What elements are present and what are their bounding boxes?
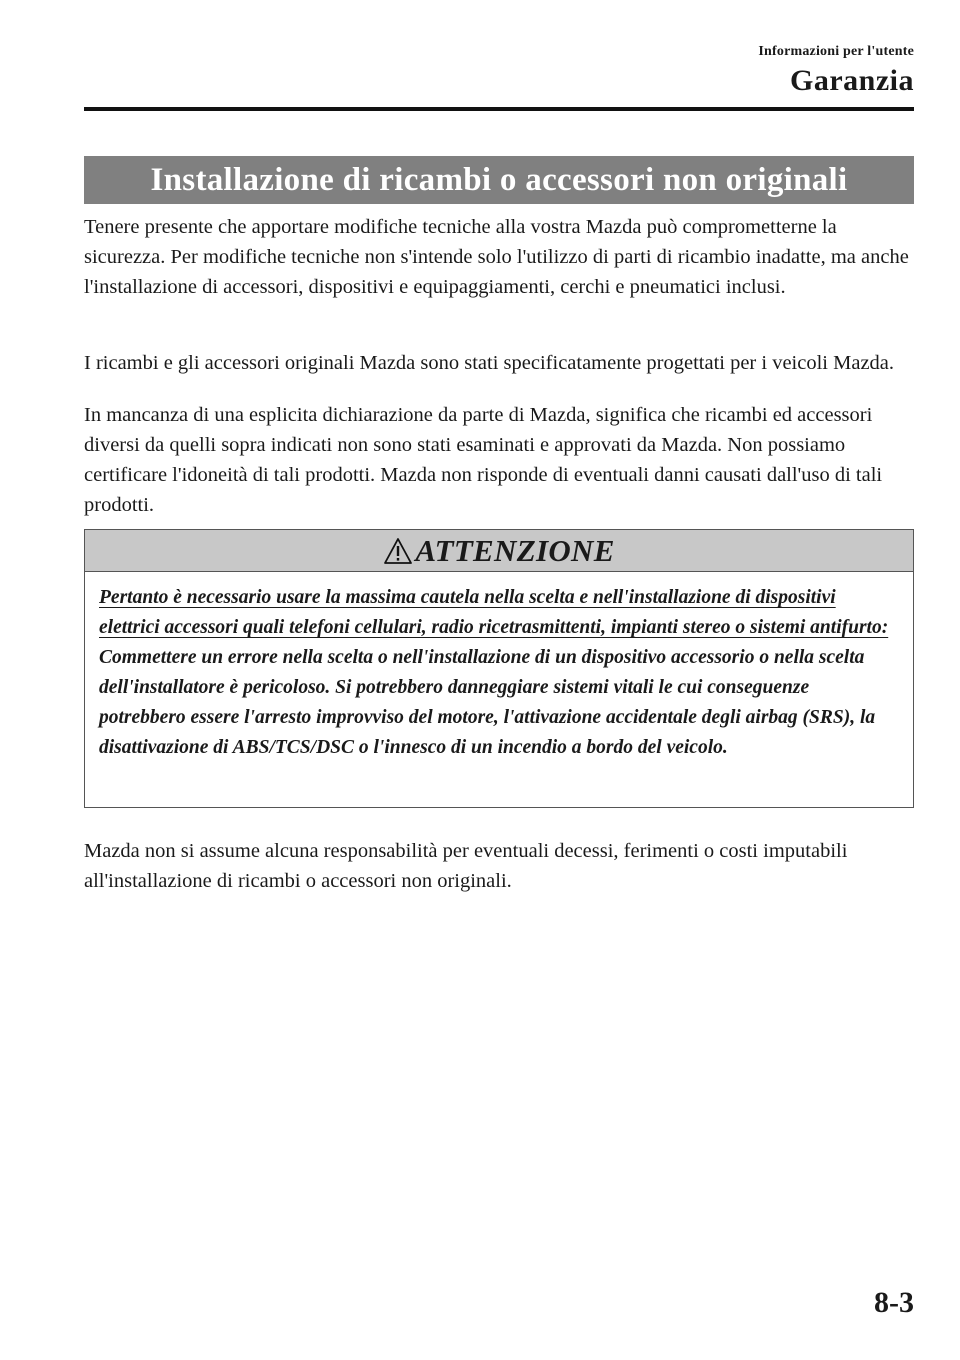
body-paragraph: In mancanza di una esplicita dichiarazione da parte di Mazda, significa che ricambi ed accessori diversi da quelli sopra indicati non sono stati esaminati e approvati da Mazda. Non possiamo certificare l'idoneità di tali prodotti. Mazda non risponde di eventuali danni causati dall'uso di tali prodotti. — [84, 404, 883, 516]
running-header-chapter: Garanzia — [790, 64, 914, 97]
warning-triangle-icon — [383, 537, 413, 565]
running-header-section: Informazioni per l'utente — [758, 44, 914, 59]
warning-underlined-text: Pertanto è necessario usare la massima cautela nella scelta e nell'installazione di dispositivi elettrici accessori quali telefoni cellulari, radio ricetrasmittenti, impianti stereo o sistemi antifurto: — [99, 587, 889, 638]
body-paragraph: Mazda non si assume alcuna responsabilità per eventuali decessi, ferimenti o costi imputabili all'installazione di ricambi o accessori non originali. — [84, 840, 848, 892]
warning-body-text: Commettere un errore nella scelta o nell'installazione di un dispositivo accessorio o nella scelta dell'installatore è pericoloso. Si potrebbero danneggiare sistemi vitali le cui conseguenze potrebbero essere l'arresto improvviso del motore, l'attivazione accidentale degli airbag (SRS), la disattivazione di ABS/TCS/DSC o l'innesco di un incendio a bordo del veicolo. — [99, 647, 876, 758]
warning-header — [85, 530, 913, 572]
body-paragraph: I ricambi e gli accessori originali Mazda sono stati specificatamente progettati per i veicoli Mazda. — [84, 352, 895, 374]
header-divider — [84, 107, 914, 111]
warning-title: ATTENZIONE — [415, 532, 615, 568]
warning-body — [85, 572, 913, 763]
page-number: 8-3 — [874, 1286, 914, 1319]
body-paragraph: Tenere presente che apportare modifiche tecniche alla vostra Mazda può comprometterne la sicurezza. Per modifiche tecniche non s'intende solo l'utilizzo di parti di ricambio inadatte, ma anche l'installazione di accessori, dispositivi e equipaggiamenti, cerchi e pneumatici inclusi. — [84, 216, 909, 298]
section-title: Installazione di ricambi o accessori non originali — [84, 156, 914, 204]
warning-box — [84, 529, 914, 808]
